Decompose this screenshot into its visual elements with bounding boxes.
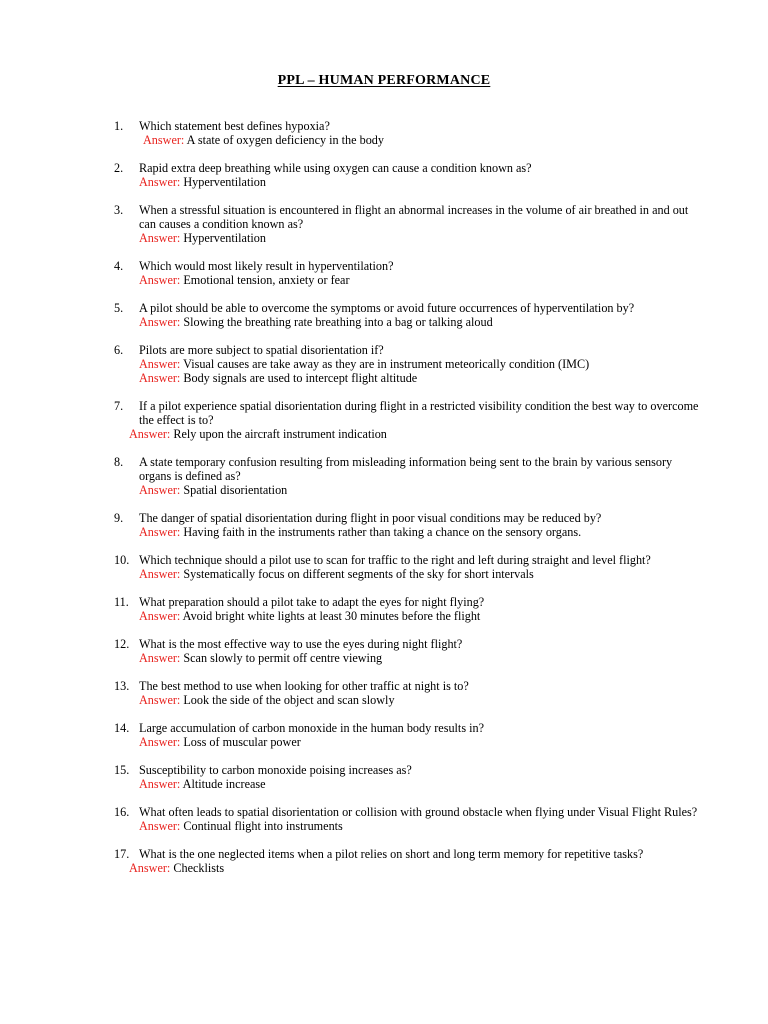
answer-text: Emotional tension, anxiety or fear [183,273,350,287]
answer-text: Rely upon the aircraft instrument indication [173,427,387,441]
question-item [0,301,768,329]
question-number: 2. [114,161,124,175]
answer-line [139,693,768,707]
question-text: If a pilot experience spatial disorientation during flight in a restricted visibility condition the best way to overcome the effect is to? [139,399,699,427]
question-text: Pilots are more subject to spatial disorientation if? [139,343,384,357]
question-number: 15. [114,763,130,777]
answer-text: Body signals are used to intercept flight altitude [183,371,418,385]
question-text: Which would most likely result in hyperventilation? [139,259,394,273]
question-number: 6. [114,343,124,357]
question-item [0,511,768,539]
answer-text: Checklists [173,861,225,875]
answer-label: Answer: [139,315,181,329]
answer-text: Loss of muscular power [183,735,301,749]
answer-text: Continual flight into instruments [183,819,343,833]
answer-text: Spatial disorientation [183,483,288,497]
question-text: What often leads to spatial disorientation or collision with ground obstacle when flying under Visual Flight Rules? [139,805,698,819]
question-number: 12. [114,637,130,651]
question-number: 1. [114,119,124,133]
answer-label: Answer: [139,651,181,665]
question-text: Susceptibility to carbon monoxide poising increases as? [139,763,412,777]
answer-label: Answer: [139,777,181,791]
answer-line [143,133,768,147]
question-item [0,455,768,497]
question-item [0,679,768,707]
answer-label: Answer: [139,231,181,245]
answer-line [139,777,768,791]
answer-line [139,819,768,833]
answer-text: Look the side of the object and scan slowly [183,693,395,707]
answer-line [129,861,768,875]
answer-text: Hyperventilation [183,231,266,245]
question-item [0,553,768,581]
question-text: Which statement best defines hypoxia? [139,119,330,133]
answer-label: Answer: [139,371,181,385]
answer-label: Answer: [139,525,181,539]
question-item [0,637,768,665]
answer-text: Slowing the breathing rate breathing into a bag or talking aloud [183,315,493,329]
answer-label: Answer: [143,133,185,147]
question-item [0,259,768,287]
question-item [0,721,768,749]
answer-line [139,315,768,329]
answer-label: Answer: [139,273,181,287]
answer-label: Answer: [139,609,181,623]
question-item [0,343,768,385]
question-item [0,119,768,147]
question-item [0,161,768,189]
answer-text: Hyperventilation [183,175,266,189]
answer-label: Answer: [139,567,181,581]
answer-line [139,651,768,665]
question-text: A state temporary confusion resulting from misleading information being sent to the brain by various sensory organs is defined as? [139,455,673,483]
answer-text: Altitude increase [182,777,266,791]
question-number: 5. [114,301,124,315]
question-text: A pilot should be able to overcome the symptoms or avoid future occurrences of hyperventilation by? [139,301,635,315]
question-number: 13. [114,679,130,693]
answer-line [139,735,768,749]
answer-label: Answer: [129,427,171,441]
answer-text: Having faith in the instruments rather than taking a chance on the sensory organs. [183,525,582,539]
question-list [0,119,768,889]
question-number: 9. [114,511,124,525]
question-text: What is the one neglected items when a pilot relies on short and long term memory for repetitive tasks? [139,847,644,861]
answer-text: Avoid bright white lights at least 30 minutes before the flight [182,609,481,623]
answer-text: Systematically focus on different segments of the sky for short intervals [183,567,534,581]
answer-text: Scan slowly to permit off centre viewing [183,651,383,665]
question-number: 17. [114,847,130,861]
answer-label: Answer: [139,735,181,749]
answer-line [139,483,768,497]
answer-label: Answer: [139,357,181,371]
answer-label: Answer: [139,693,181,707]
question-text: Rapid extra deep breathing while using oxygen can cause a condition known as? [139,161,532,175]
question-item [0,203,768,245]
answer-line [139,567,768,581]
answer-line [139,231,768,245]
answer-line [139,609,768,623]
question-text: What preparation should a pilot take to adapt the eyes for night flying? [139,595,485,609]
answer-label: Answer: [139,175,181,189]
question-number: 3. [114,203,124,217]
question-text: The danger of spatial disorientation during flight in poor visual conditions may be reduced by? [139,511,602,525]
answer-line [139,371,768,385]
question-number: 7. [114,399,124,413]
answer-label: Answer: [139,819,181,833]
question-text: What is the most effective way to use the eyes during night flight? [139,637,463,651]
question-text: Large accumulation of carbon monoxide in the human body results in? [139,721,484,735]
answer-text: A state of oxygen deficiency in the body [186,133,384,147]
question-item [0,595,768,623]
question-item [0,805,768,833]
document-title: PPL – HUMAN PERFORMANCE [277,73,491,88]
question-text: Which technique should a pilot use to scan for traffic to the right and left during straight and level flight? [139,553,651,567]
question-item [0,763,768,791]
question-text: The best method to use when looking for other traffic at night is to? [139,679,469,693]
question-number: 14. [114,721,130,735]
answer-line [139,273,768,287]
answer-line [139,175,768,189]
question-number: 16. [114,805,130,819]
question-number: 10. [114,553,130,567]
question-number: 11. [114,595,129,609]
answer-line [129,427,768,441]
question-text: When a stressful situation is encountered in flight an abnormal increases in the volume of air breathed in and out can causes a condition known as? [139,203,689,231]
question-item [0,847,768,875]
answer-label: Answer: [129,861,171,875]
answer-line [139,525,768,539]
question-number: 4. [114,259,124,273]
answer-label: Answer: [139,483,181,497]
question-number: 8. [114,455,124,469]
answer-line [139,357,768,371]
question-item [0,399,768,441]
answer-text: Visual causes are take away as they are in instrument meteorically condition (IMC) [183,357,590,371]
